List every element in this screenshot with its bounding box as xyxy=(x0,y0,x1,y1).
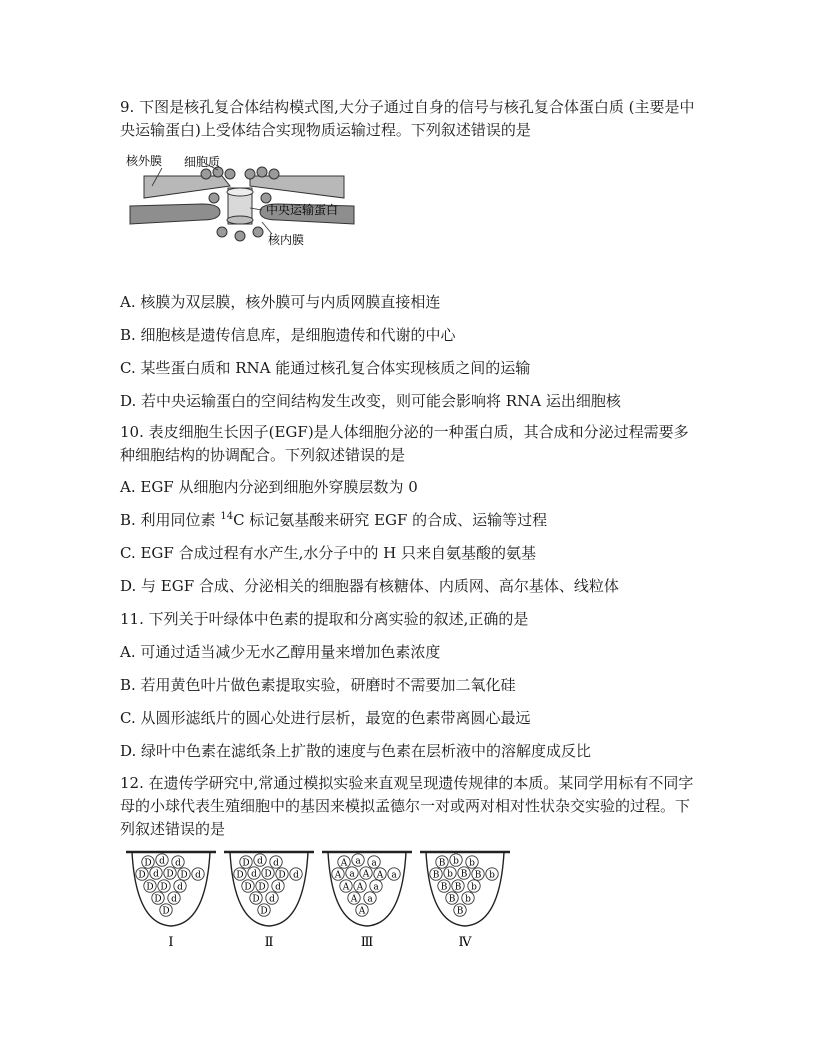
pore-protein-bottom-3 xyxy=(253,227,263,237)
q10-option-c: C. EGF 合成过程有水产生,水分子中的 H 只来自氨基酸的氨基 xyxy=(120,544,536,562)
gene-ball-letter: d xyxy=(273,858,279,869)
pore-protein-top-6 xyxy=(269,169,279,179)
gene-ball-letter: d xyxy=(275,882,281,893)
bowl-3 xyxy=(322,852,412,950)
gene-ball-letter: D xyxy=(180,870,188,881)
gene-ball-letter: d xyxy=(269,894,275,905)
gene-ball-letter: b xyxy=(465,894,471,905)
gene-ball-letter: B xyxy=(474,870,482,881)
q9-stem: 9. 下图是核孔复合体结构模式图,大分子通过自身的信号与核孔复合体蛋白质 (主要是中央运输蛋白)上受体结合实现物质运输过程。下列叙述错误的是 xyxy=(120,98,695,139)
q10-option-a: A. EGF 从细胞内分泌到细胞外穿膜层数为 0 xyxy=(120,478,418,496)
gene-ball-letter: a xyxy=(391,870,397,881)
central-transport-protein-label: 中央运输蛋白 xyxy=(266,203,339,217)
gene-ball-letter: A xyxy=(350,894,358,905)
outer-membrane-label: 核外膜 xyxy=(126,154,163,168)
q10-option-b-rest: C 标记氨基酸来研究 EGF 的合成、运输等过程 xyxy=(233,511,548,529)
gene-ball-letter: d xyxy=(251,869,257,880)
q10-stem: 10. 表皮细胞生长因子(EGF)是人体细胞分泌的一种蛋白质，其合成和分泌过程需要多种细胞结构的协调配合。下列叙述错误的是 xyxy=(120,423,689,464)
gene-ball-letter: D xyxy=(244,882,252,893)
bowl-label: Ⅱ xyxy=(264,935,274,950)
gene-ball-letter: b xyxy=(447,869,453,880)
central-transport-protein-shape xyxy=(227,188,253,224)
q11-option-a: A. 可通过适当减少无水乙醇用量来增加色素浓度 xyxy=(120,643,441,661)
bowl-label: Ⅲ xyxy=(360,935,374,950)
gene-ball-letter: b xyxy=(471,882,477,893)
q9-option-d: D. 若中央运输蛋白的空间结构发生改变，则可能会影响将 RNA 运出细胞核 xyxy=(120,392,621,410)
gene-ball-letter: b xyxy=(489,870,495,881)
gene-ball-letter: A xyxy=(340,858,348,869)
gene-ball-letter: d xyxy=(175,858,181,869)
gene-ball-letter: d xyxy=(195,870,201,881)
gene-ball-letter: a xyxy=(367,894,373,905)
gene-ball-letter: d xyxy=(171,894,177,905)
gene-ball-letter: B xyxy=(440,882,448,893)
gene-ball-letter: a xyxy=(349,869,355,880)
gene-ball-letter: D xyxy=(264,869,272,880)
gene-ball-letter: d xyxy=(153,869,159,880)
gene-ball-letter: b xyxy=(469,858,475,869)
pore-protein-mid-2 xyxy=(261,193,271,203)
gene-ball-letter: d xyxy=(177,882,183,893)
gene-ball-letter: D xyxy=(236,870,244,881)
inner-membrane-label: 核内膜 xyxy=(268,233,305,247)
pore-protein-bottom-1 xyxy=(217,227,227,237)
pore-protein-top-4 xyxy=(245,169,255,179)
gene-ball-letter: D xyxy=(162,906,170,917)
gene-ball-bowls-figure xyxy=(124,848,524,952)
bowl-2 xyxy=(224,852,314,950)
pore-protein-bottom-2 xyxy=(235,231,245,241)
pore-protein-top-5 xyxy=(257,167,267,177)
gene-ball-letter: A xyxy=(356,882,364,893)
gene-ball-letter: A xyxy=(334,870,342,881)
gene-ball-letter: a xyxy=(371,858,377,869)
pore-protein-top-1 xyxy=(201,169,211,179)
gene-ball-letter: a xyxy=(355,856,361,867)
gene-ball-letter: A xyxy=(358,906,366,917)
cytoplasm-label: 细胞质 xyxy=(184,155,221,169)
pore-protein-mid-1 xyxy=(209,193,219,203)
gene-ball-letter: D xyxy=(252,894,260,905)
gene-ball-letter: B xyxy=(438,858,446,869)
gene-ball-letter: D xyxy=(154,894,162,905)
q11-option-c: C. 从圆形滤纸片的圆心处进行层析，最宽的色素带离圆心最远 xyxy=(120,709,531,727)
gene-ball-letter: A xyxy=(376,870,384,881)
gene-ball-letter: D xyxy=(144,858,152,869)
gene-ball-letter: D xyxy=(258,882,266,893)
gene-ball-letter: D xyxy=(260,906,268,917)
q9-option-b: B. 细胞核是遗传信息库，是细胞遗传和代谢的中心 xyxy=(120,326,456,344)
gene-ball-letter: b xyxy=(453,856,459,867)
gene-ball-letter: B xyxy=(460,869,468,880)
gene-ball-letter: B xyxy=(432,870,440,881)
gene-ball-letter: B xyxy=(448,894,456,905)
q11-stem: 11. 下列关于叶绿体中色素的提取和分离实验的叙述,正确的是 xyxy=(120,610,529,628)
gene-ball-letter: d xyxy=(293,870,299,881)
gene-ball-letter: a xyxy=(373,882,379,893)
gene-ball-letter: D xyxy=(278,870,286,881)
gene-ball-letter: d xyxy=(257,856,263,867)
q10-option-b-isotope-mass: 14 xyxy=(220,511,234,522)
gene-ball-letter: B xyxy=(456,906,464,917)
gene-ball-letter: B xyxy=(454,882,462,893)
gene-ball-letter: A xyxy=(342,882,350,893)
q12-stem: 12. 在遗传学研究中,常通过模拟实验来直观呈现遗传规律的本质。某同学用标有不同字母的小球代表生殖细胞中的基因来模拟孟德尔一对或两对相对性状杂交实验的过程。下列叙述错误的是 xyxy=(120,774,694,838)
bowl-4 xyxy=(420,852,510,950)
gene-ball-letter: D xyxy=(242,858,250,869)
nuclear-pore-complex-diagram xyxy=(122,152,362,248)
gene-ball-letter: d xyxy=(159,856,165,867)
gene-ball-letter: D xyxy=(160,882,168,893)
bowl-label: Ⅰ xyxy=(168,935,174,950)
gene-ball-letter: D xyxy=(138,870,146,881)
q11-option-b: B. 若用黄色叶片做色素提取实验，研磨时不需要加二氧化硅 xyxy=(120,676,516,694)
q11-option-d: D. 绿叶中色素在滤纸条上扩散的速度与色素在层析液中的溶解度成反比 xyxy=(120,742,592,760)
pore-protein-top-3 xyxy=(225,169,235,179)
q9-option-a: A. 核膜为双层膜，核外膜可与内质网膜直接相连 xyxy=(120,293,441,311)
q10-option-d: D. 与 EGF 合成、分泌相关的细胞器有核糖体、内质网、高尔基体、线粒体 xyxy=(120,577,619,595)
bowl-label: Ⅳ xyxy=(458,935,472,950)
gene-ball-letter: D xyxy=(146,882,154,893)
bowl-1 xyxy=(126,852,216,950)
gene-ball-letter: D xyxy=(166,869,174,880)
q10-option-b-prefix: B. 利用同位素 xyxy=(120,511,221,529)
q9-option-c: C. 某些蛋白质和 RNA 能通过核孔复合体实现核质之间的运输 xyxy=(120,359,531,377)
q10-option-b xyxy=(120,510,547,530)
gene-ball-letter: A xyxy=(362,869,370,880)
